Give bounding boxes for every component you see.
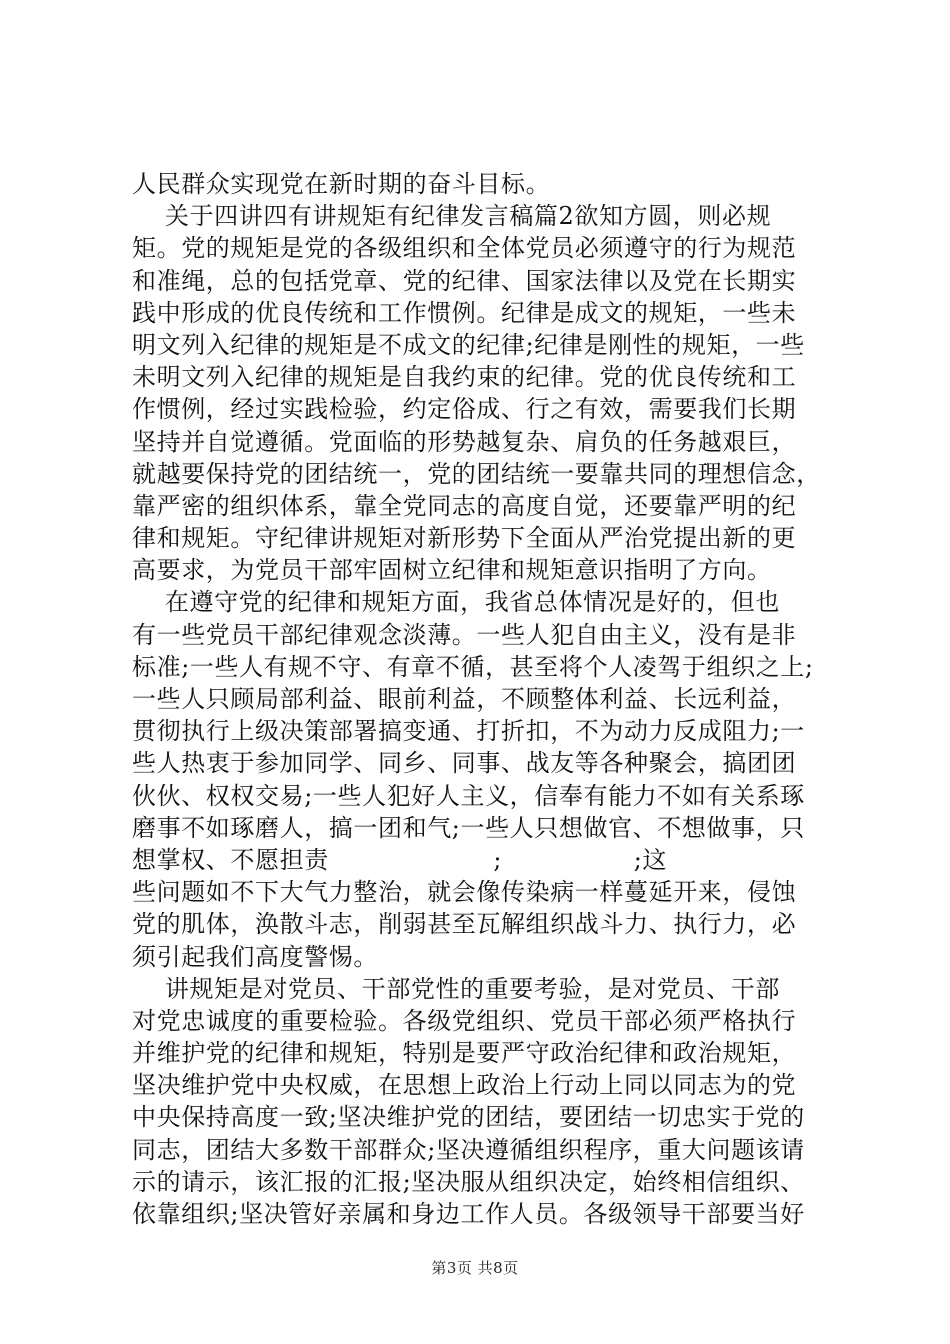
text-line: 和准绳，总的包括党章、党的纪律、国家法律以及党在长期实 (132, 266, 797, 295)
text-line: 同志，团结大多数干部群众;坚决遵循组织程序，重大问题该请 (132, 1135, 805, 1164)
text-line: 示的请示，该汇报的汇报;坚决服从组织决定，始终相信组织、 (132, 1167, 805, 1196)
text-line: 明文列入纪律的规矩是不成文的纪律;纪律是刚性的规矩，一些 (132, 330, 805, 359)
text-line: 须引起我们高度警惕。 (132, 942, 378, 971)
text-line: 标准;一些人有规不守、有章不循，甚至将个人凌驾于组织之上; (132, 652, 814, 681)
text-line: 并维护党的纪律和规矩，特别是要严守政治纪律和政治规矩， (132, 1039, 797, 1068)
text-line: 高要求，为党员干部牢固树立纪律和规矩意识指明了方向。 (132, 556, 772, 585)
text-line: 靠严密的组织体系，靠全党同志的高度自觉，还要靠严明的纪 (132, 491, 797, 520)
text-line: 人民群众实现党在新时期的奋斗目标。 (132, 170, 551, 198)
text-line: 有一些党员干部纪律观念淡薄。一些人犯自由主义，没有是非 (132, 620, 797, 649)
text-line: 未明文列入纪律的规矩是自我约束的纪律。党的优良传统和工 (132, 363, 797, 392)
text-line: 贯彻执行上级决策部署搞变通、打折扣，不为动力反成阻力;一 (132, 717, 805, 746)
text-line: 作惯例，经过实践检验，约定俗成、行之有效，需要我们长期 (132, 395, 797, 424)
text-line: 些问题如不下大气力整治，就会像传染病一样蔓延开来，侵蚀 (132, 878, 797, 907)
page-footer (0, 1257, 950, 1278)
text-line: 坚决维护党中央权威，在思想上政治上行动上同以同志为的党 (132, 1071, 797, 1100)
body-text (132, 168, 832, 1230)
text-line: 些人热衷于参加同学、同乡、同事、战友等各种聚会，搞团团 (132, 749, 797, 778)
text-line: 想掌权、不愿担责 ; ;这 (132, 845, 668, 874)
text-line: 矩。党的规矩是党的各级组织和全体党员必须遵守的行为规范 (132, 234, 797, 263)
text-line: 关于四讲四有讲规矩有纪律发言稿篇2欲知方圆，则必规 (132, 202, 772, 231)
text-line: 讲规矩是对党员、干部党性的重要考验，是对党员、干部 (132, 974, 780, 1003)
text-line: 践中形成的优良传统和工作惯例。纪律是成文的规矩，一些未 (132, 298, 797, 327)
text-line: 就越要保持党的团结统一，党的团结统一要靠共同的理想信念， (132, 459, 821, 488)
text-line: 伙伙、权权交易;一些人犯好人主义，信奉有能力不如有关系琢 (132, 781, 805, 810)
text-line: 磨事不如琢磨人，搞一团和气;一些人只想做官、不想做事，只 (132, 813, 805, 842)
text-line: 党的肌体，涣散斗志，削弱甚至瓦解组织战斗力、执行力，必 (132, 910, 797, 939)
page-number-label: 第3页 共8页 (431, 1259, 519, 1277)
text-line: 依靠组织;坚决管好亲属和身边工作人员。各级领导干部要当好 (132, 1200, 805, 1228)
text-line: 坚持并自觉遵循。党面临的形势越复杂、肩负的任务越艰巨， (132, 427, 797, 456)
text-line: 一些人只顾局部利益、眼前利益，不顾整体利益、长远利益， (132, 685, 797, 713)
text-line: 中央保持高度一致;坚决维护党的团结，要团结一切忠实于党的 (132, 1103, 805, 1132)
text-line: 在遵守党的纪律和规矩方面，我省总体情况是好的，但也 (132, 588, 780, 617)
text-line: 对党忠诚度的重要检验。各级党组织、党员干部必须严格执行 (132, 1006, 797, 1035)
text-line: 律和规矩。守纪律讲规矩对新形势下全面从严治党提出新的更 (132, 524, 797, 553)
